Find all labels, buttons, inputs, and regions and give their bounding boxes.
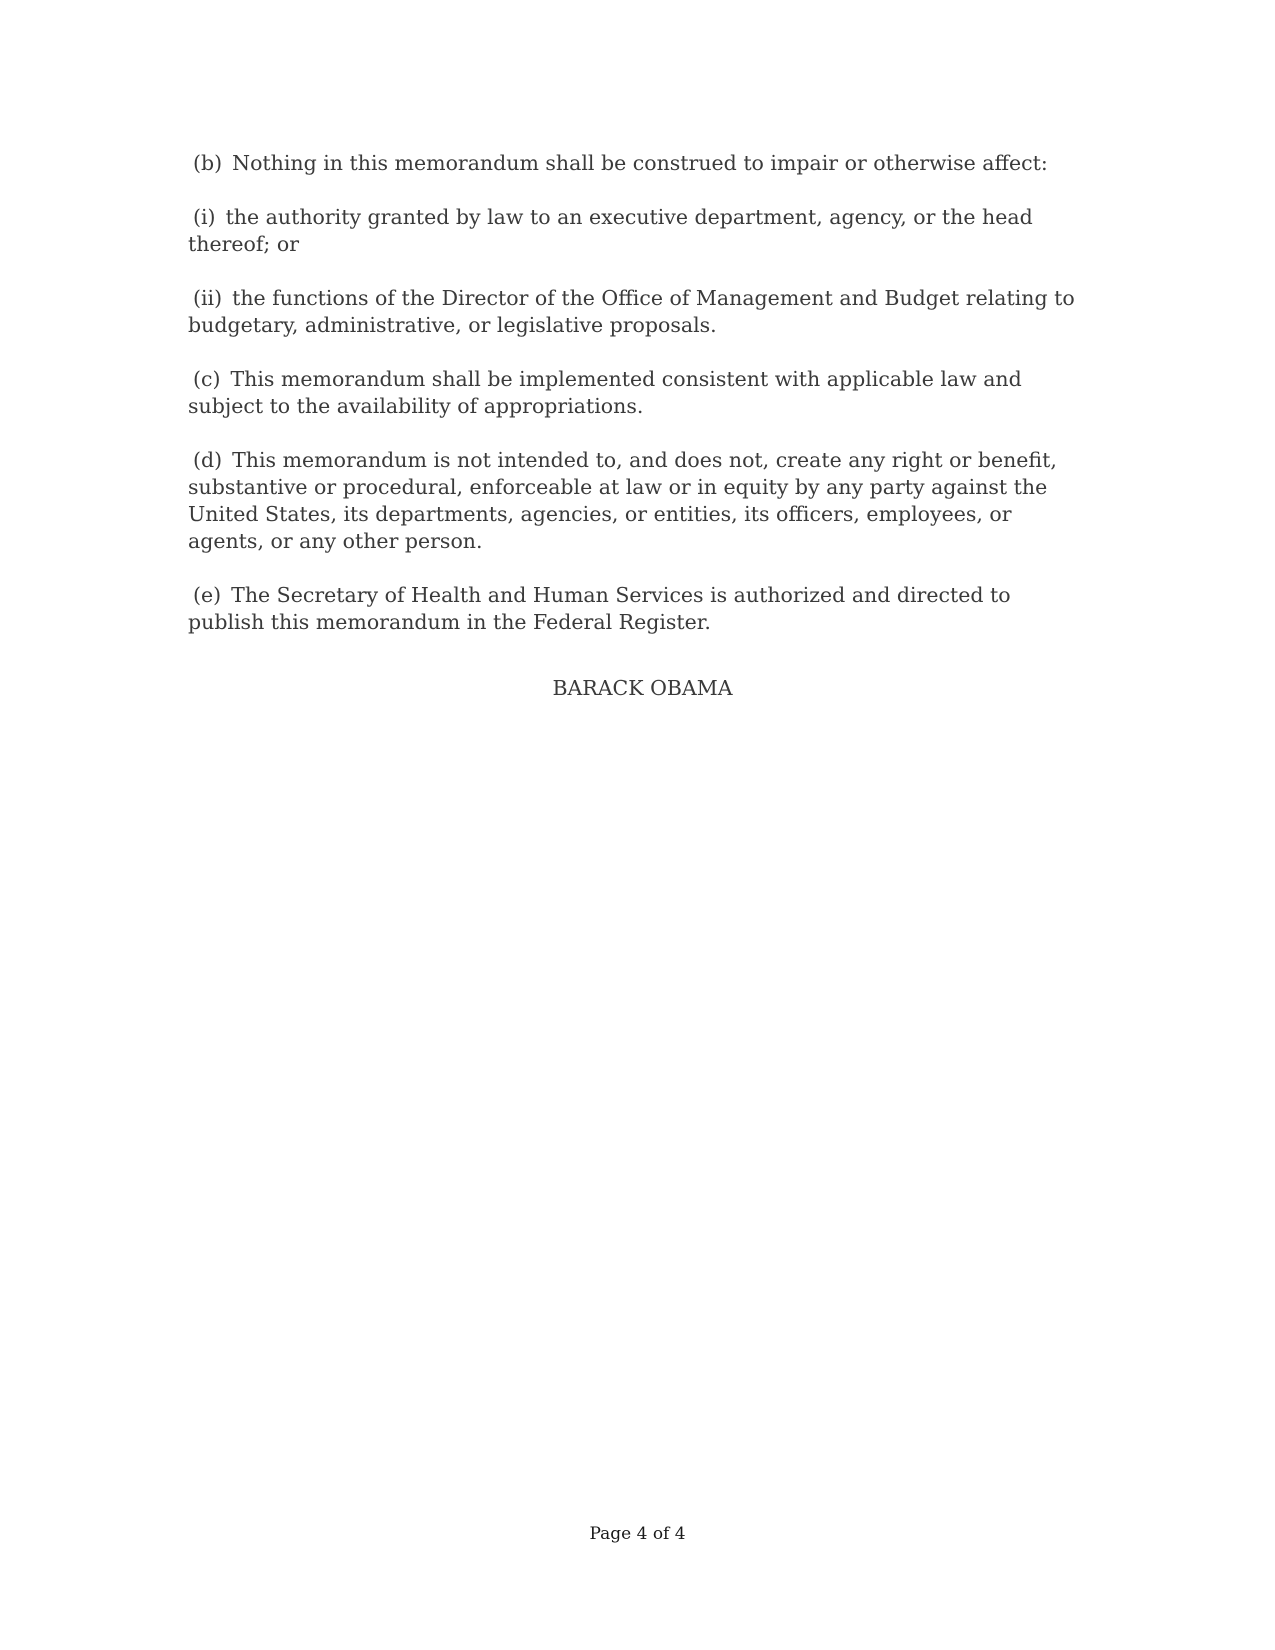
paragraph-label: (ii) xyxy=(193,286,223,310)
paragraph-text: This memorandum shall be implemented consistent with applicable law and subject to the availability of appropriations. xyxy=(188,367,1022,418)
paragraph-text: Nothing in this memorandum shall be construed to impair or otherwise affect: xyxy=(232,151,1048,175)
paragraph-b-ii xyxy=(188,285,1088,339)
paragraph-label: (d) xyxy=(193,448,223,472)
paragraph-text: This memorandum is not intended to, and does not, create any right or benefit, substantive or procedural, enforceable at law or in equity by any party against the United States, its departments, agencies, or entities, its officers, employees, or agents, or any other person. xyxy=(188,448,1057,553)
paragraph-c xyxy=(188,366,1088,420)
paragraph-text: the authority granted by law to an executive department, agency, or the head thereof; or xyxy=(188,205,1033,256)
paragraph-d xyxy=(188,447,1088,555)
paragraph-text: the functions of the Director of the Office of Management and Budget relating to budgetary, administrative, or legislative proposals. xyxy=(188,286,1075,337)
page-number-footer: Page 4 of 4 xyxy=(589,1524,686,1544)
paragraph-label: (i) xyxy=(193,205,216,229)
paragraph-label: (e) xyxy=(193,583,222,607)
paragraph-label: (b) xyxy=(193,151,223,175)
paragraph-text: The Secretary of Health and Human Services is authorized and directed to publish this memorandum in the Federal Register. xyxy=(188,583,1011,634)
paragraph-label: (c) xyxy=(193,367,221,391)
paragraph-b-i xyxy=(188,204,1088,258)
paragraph-e xyxy=(188,582,1088,636)
memorandum-body xyxy=(188,150,1088,663)
paragraph-b xyxy=(188,150,1088,177)
signature-name: BARACK OBAMA xyxy=(552,676,733,700)
